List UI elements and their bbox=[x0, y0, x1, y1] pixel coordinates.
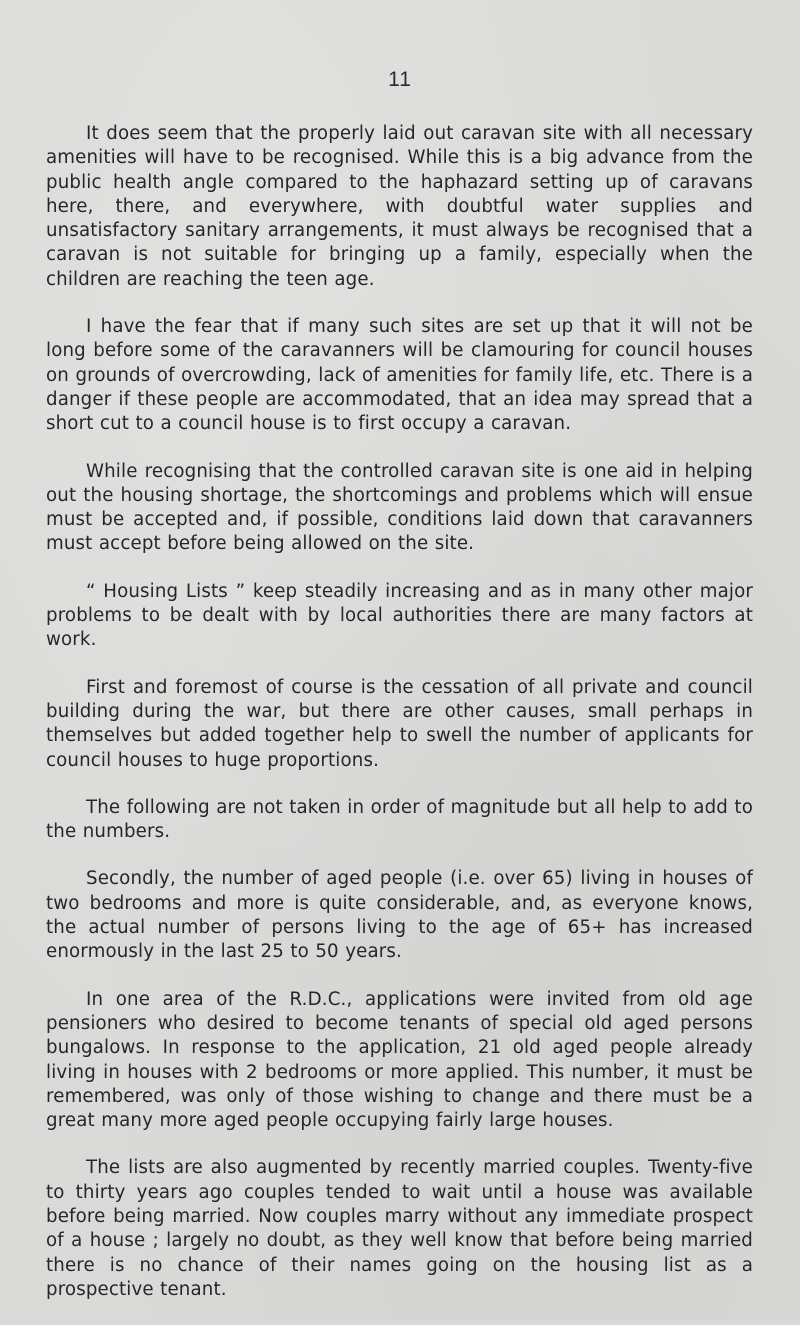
paragraph-following: The following are not taken in order of magnitude but all help to add to the numbers. bbox=[46, 796, 753, 843]
page-number: 11 bbox=[388, 68, 412, 91]
paragraph-secondly-aged: Secondly, the number of aged people (i.e. over 65) living in houses of two bedrooms and more is quite considerable, and, as everyone knows, the actual number of persons living to the age of 65+ has increased enormously in the last 25 to 50 years. bbox=[46, 868, 753, 963]
paragraph-caravan-site: It does seem that the properly laid out caravan site with all necessary amenities will have to be recognised. While this is a big advance from the public health angle compared to the haphazard setting up of caravans here, there, and everywhere, with doubtful water supplies and unsatisfactory sanitary arrangements, it must always be recognised that a caravan is not suitable for bringing up a family, especially when the children are reaching the teen age. bbox=[46, 123, 753, 290]
body-text bbox=[46, 122, 753, 1325]
paragraph-first-foremost: First and foremost of course is the cessation of all private and council building during the war, but there are other causes, small perhaps in themselves but added together help to swell the number of applicants for council houses to huge proportions. bbox=[46, 676, 753, 771]
paragraph-rdc-area: In one area of the R.D.C., applications were invited from old age pensioners who desired to become tenants of special old aged persons bungalows. In response to the application, 21 old aged people already living in houses with 2 bedrooms or more applied. This number, it must be remembered, was only of those wishing to change and there must be a great many more aged people occupying fairly large houses. bbox=[46, 988, 753, 1132]
paragraph-married-couples: The lists are also augmented by recently married couples. Twenty-five to thirty years ago couples tended to wait until a house was available before being married. Now couples marry without any immediate prospect of a house ; largely no doubt, as they well know that before being married there is no chance of their names going on the housing list as a prospective tenant. bbox=[46, 1157, 753, 1300]
paragraph-fear-council-houses: I have the fear that if many such sites are set up that it will not be long before some of the caravanners will be clamouring for council houses on grounds of overcrowding, lack of amenities for family life, etc. There is a danger if these people are accommodated, that an idea may spread that a short cut to a council house is to first occupy a caravan. bbox=[46, 316, 753, 435]
paragraph-controlled-site: While recognising that the controlled caravan site is one aid in helping out the housing shortage, the shortcomings and problems which will ensue must be accepted and, if possible, conditions laid down that caravanners must accept before being allowed on the site. bbox=[46, 460, 753, 555]
paragraph-housing-lists: “ Housing Lists ” keep steadily increasing and as in many other major problems to be dealt with by local authorities there are many factors at work. bbox=[46, 580, 753, 651]
